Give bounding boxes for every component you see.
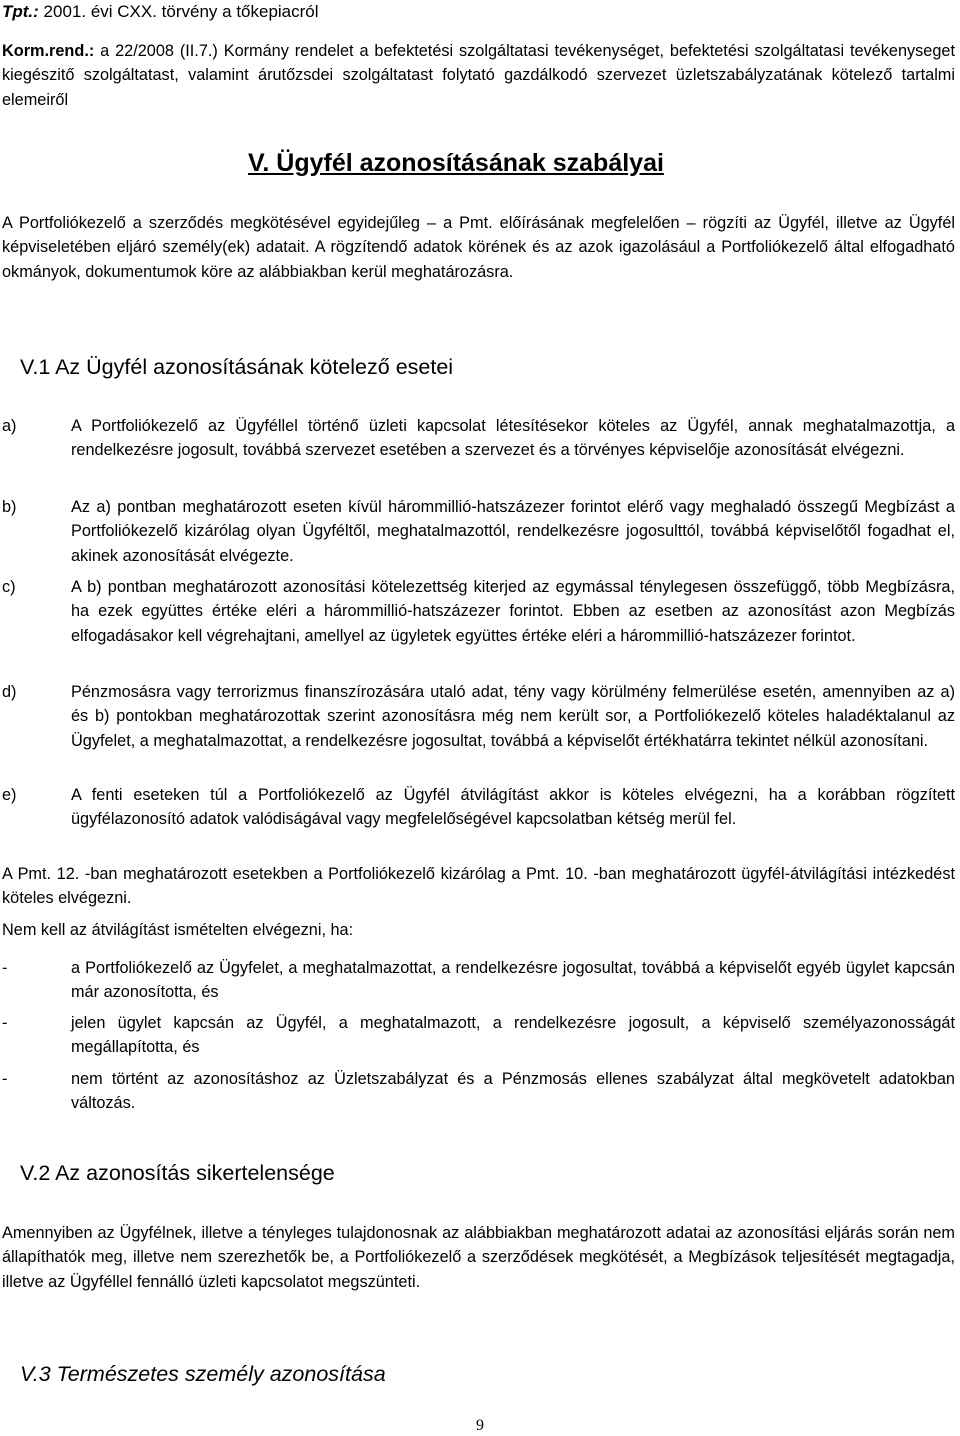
- list-item-c: [2, 575, 955, 648]
- list-item-label: c): [2, 578, 16, 596]
- section-intro-paragraph: A Portfoliókezelő a szerződés megkötésével egyidejűleg – a Pmt. előírásának megfelelően – rögzíti az Ügyfél, illetve az Ügyfél képviseletében eljáró személy(ek) adatait. A rögzítendő adatok körének és az azok igazolásául a Portfoliókezelő által elfogadható okmányok, dokumentumok köre az alábbiakban kerül meghatározásra.: [2, 214, 955, 281]
- law-reference-text: 2001. évi CXX. törvény a tőkepiacról: [38, 2, 319, 21]
- dash-item-text: jelen ügylet kapcsán az Ügyfél, a meghatalmazott, a rendelkezésre jogosult, a képviselő személyazonosságát megállapította, és: [71, 1014, 955, 1057]
- dash-item-text: nem történt az azonosításhoz az Üzletszabályzat és a Pénzmosás ellenes szabályzat által megkövetelt adatokban változás.: [71, 1070, 955, 1113]
- list-item-label: d): [2, 683, 17, 701]
- list-item-label: a): [2, 417, 17, 435]
- list-item-e: [2, 783, 955, 832]
- subsection-1-title: V.1 Az Ügyfél azonosításának kötelező esetei: [20, 355, 454, 379]
- section-title: V. Ügyfél azonosításának szabályai: [248, 149, 664, 177]
- subsection-2-paragraph: Amennyiben az Ügyfélnek, illetve a tényleges tulajdonosnak az alábbiakban meghatározott adatai az azonosítási eljárás során nem állapíthatók meg, illetve nem szerezhetők be, a Portfoliókezelő a szerződések megkötését, a Megbízások teljesítését megtagadja, illetve az Ügyféllel fennálló üzleti kapcsolatot megszünteti.: [2, 1224, 955, 1291]
- law-reference-line: [2, 0, 319, 24]
- list-item-text: A fenti eseteken túl a Portfoliókezelő az Ügyfél átvilágítást akkor is köteles elvégezni, ha a korábban rögzített ügyfélazonosító adatok valódiságával vagy megfelelőségével kapcsolatban kétség merül fel.: [71, 786, 955, 829]
- dash-item-3: [2, 1067, 955, 1116]
- list-item-text: Pénzmosásra vagy terrorizmus finanszírozására utaló adat, tény vagy körülmény felmerülése esetén, amennyiben az a) és b) pontokban meghatározottak szerint azonosításra még nem került sor, a Portfoliókezelő köteles haladéktalanul az Ügyfelet, a meghatalmazottat, a rendelkezésre jogosultat, továbbá a képviselőt értékhatárra tekintet nélkül azonosítani.: [71, 683, 955, 750]
- no-repeat-intro: Nem kell az átvilágítást ismételten elvégezni, ha:: [2, 921, 354, 939]
- subsection-2-title: V.2 Az azonosítás sikertelensége: [20, 1161, 335, 1185]
- list-item-text: Az a) pontban meghatározott eseten kívül hárommillió-hatszázezer forintot elérő vagy meghaladó összegű Megbízást a Portfoliókezelő kizárólag olyan Ügyféltől, meghatalmazottól, rendelkezésre jogosulttól, továbbá képviselőtől fogadhat el, akinek azonosítását elvégezte.: [71, 498, 955, 565]
- list-item-label: e): [2, 786, 17, 804]
- dash-item-2: [2, 1011, 955, 1060]
- pmt-paragraph: A Pmt. 12. -ban meghatározott esetekben a Portfoliókezelő kizárólag a Pmt. 10. -ban meghatározott ügyfél-átvilágítási intézkedést köteles elvégezni.: [2, 865, 955, 908]
- list-item-text: A b) pontban meghatározott azonosítási kötelezettség kiterjed az egymással ténylegesen összefüggő, több Megbízásra, ha ezek együttes értéke eléri a hárommillió-hatszázezer forintot. Ebben az esetben az azonosítást azon Megbízás elfogadásakor kell végrehajtani, amellyel az ügyletek együttes értéke eléri a hárommillió-hatszázezer forintot.: [71, 578, 955, 645]
- page-number: 9: [476, 1417, 484, 1434]
- list-item-text: A Portfoliókezelő az Ügyféllel történő üzleti kapcsolat létesítésekor köteles az Ügyfél, annak meghatalmazottja, a rendelkezésre jogosult, továbbá szervezet esetében a szervezet és a törvényes képviselője azonosítását elvégezni.: [71, 417, 955, 460]
- decree-reference: [2, 39, 955, 112]
- list-item-label: b): [2, 498, 17, 516]
- list-item-a: [2, 414, 955, 463]
- law-reference-label: Tpt.:: [2, 2, 39, 21]
- decree-text: a 22/2008 (II.7.) Kormány rendelet a befektetési szolgáltatasi tevékenységet, befektetési szolgáltatasi tevékenyseget kiegészitő szolgáltatast, valamint árutőzsdei szolgáltatast folytató gazdálkodó szervezet üzletszabályzatának kötelező tartalmi elemeiről: [2, 42, 955, 109]
- dash-item-text: a Portfoliókezelő az Ügyfelet, a meghatalmazottat, a rendelkezésre jogosultat, továbbá a képviselőt egyéb ügylet kapcsán már azonosította, és: [71, 959, 955, 1002]
- subsection-3-title: V.3 Természetes személy azonosítása: [20, 1362, 386, 1386]
- dash-bullet: -: [2, 1070, 8, 1088]
- dash-item-1: [2, 956, 955, 1005]
- list-item-b: [2, 495, 955, 568]
- dash-bullet: -: [2, 959, 8, 977]
- decree-label: Korm.rend.:: [2, 42, 95, 60]
- dash-bullet: -: [2, 1014, 8, 1032]
- list-item-d: [2, 680, 955, 753]
